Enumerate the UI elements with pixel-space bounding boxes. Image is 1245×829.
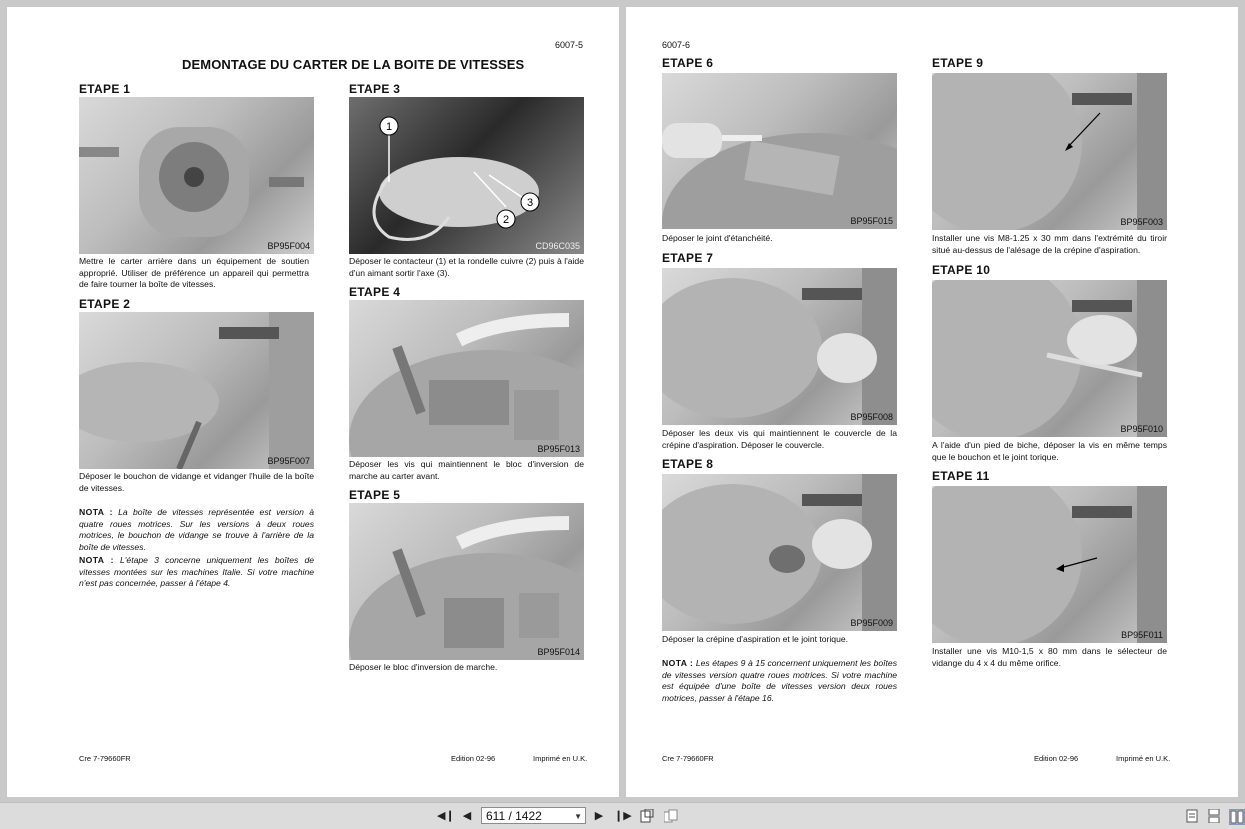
facing-view-icon[interactable] bbox=[1229, 809, 1245, 825]
callout-2: 2 bbox=[502, 214, 510, 226]
photo-code: BP95F013 bbox=[537, 444, 580, 454]
callout-3: 3 bbox=[526, 197, 534, 209]
step-10-text: A l'aide d'un pied de biche, déposer la vis en même temps que le bouchon et le joint torique. bbox=[932, 440, 1167, 462]
footer-ref: Cre 7-79660FR bbox=[662, 754, 714, 763]
step-9-photo bbox=[932, 73, 1167, 230]
photo-code: BP95F014 bbox=[537, 647, 580, 657]
step-1-text: Mettre le carter arrière dans un équipement de soutien approprié. Utiliser de préférence un appareil qui permettra de faire tourner la boîte de vitesses. bbox=[79, 256, 309, 290]
step-2-photo bbox=[79, 312, 314, 469]
last-page-icon[interactable]: ❙▶ bbox=[614, 810, 632, 822]
step-10-photo bbox=[932, 280, 1167, 437]
page-number: 6007-5 bbox=[555, 40, 584, 50]
photo-code: BP95F010 bbox=[1120, 424, 1163, 434]
step-1-heading: ETAPE 1 bbox=[79, 82, 131, 96]
step-11-text: Installer une vis M10-1,5 x 80 mm dans le sélecteur de vidange du 4 x 4 du même orifice. bbox=[932, 646, 1167, 668]
note-1: NOTA : La boîte de vitesses représentée est version à quatre roues motrices. Sur les versions à deux roues motrices, le bouchon de vidange se trouve à l'arrière de la boîte de vitesses. bbox=[79, 507, 314, 552]
step-3-heading: ETAPE 3 bbox=[349, 82, 401, 96]
step-8-photo bbox=[662, 474, 897, 631]
photo-code: BP95F011 bbox=[1121, 630, 1163, 640]
continuous-view-icon[interactable] bbox=[1207, 809, 1221, 823]
step-6-photo bbox=[662, 73, 897, 229]
step-11-heading: ETAPE 11 bbox=[932, 469, 990, 483]
step-2-heading: ETAPE 2 bbox=[79, 297, 131, 311]
note-2: NOTA : L'étape 3 concerne uniquement les boîtes de vitesses montées sur les machines Italie. Si votre machine n'est pas concernée, passer à l'étape 4. bbox=[79, 555, 314, 589]
page-number-select[interactable]: 611 / 1422 ▼ bbox=[481, 807, 586, 824]
step-5-text: Déposer le bloc d'inversion de marche. bbox=[349, 662, 498, 672]
callout-1: 1 bbox=[385, 121, 393, 133]
page-number: 6007-6 bbox=[662, 40, 691, 50]
step-6-heading: ETAPE 6 bbox=[662, 56, 714, 70]
step-1-photo bbox=[79, 97, 314, 254]
step-8-text: Déposer la crépine d'aspiration et le joint torique. bbox=[662, 634, 849, 644]
step-7-photo bbox=[662, 268, 897, 425]
photo-code: BP95F003 bbox=[1120, 217, 1163, 227]
left-page bbox=[7, 7, 619, 797]
photo-code: BP95F009 bbox=[850, 618, 893, 628]
step-3-photo bbox=[349, 97, 584, 254]
single-page-view-icon[interactable] bbox=[1185, 809, 1199, 823]
viewer-toolbar bbox=[0, 802, 1245, 829]
footer-ref: Cre 7-79660FR bbox=[79, 754, 131, 763]
footer-edition: Edition 02-96 bbox=[1034, 754, 1079, 763]
step-3-text: Déposer le contacteur (1) et la rondelle cuivre (2) puis à l'aide d'un aimant sortir l'axe (3). bbox=[349, 256, 584, 278]
page-title: DEMONTAGE DU CARTER DE LA BOITE DE VITESSES bbox=[182, 57, 525, 72]
note: NOTA : Les étapes 9 à 15 concernent uniquement les boîtes de vitesses version quatre roues motrices. Si votre machine est équipée d'une boîte de vitesses version deux roues motrices, passer à l'étape 16. bbox=[662, 658, 897, 703]
step-6-text: Déposer le joint d'étanchéité. bbox=[662, 233, 773, 243]
first-page-icon[interactable]: ◀❙ bbox=[437, 810, 455, 822]
step-7-heading: ETAPE 7 bbox=[662, 251, 714, 265]
two-page-icon[interactable] bbox=[664, 809, 678, 823]
photo-code: CD96C035 bbox=[535, 241, 580, 251]
photo-code: BP95F008 bbox=[850, 412, 893, 422]
step-10-heading: ETAPE 10 bbox=[932, 263, 991, 277]
photo-code: BP95F015 bbox=[850, 216, 893, 226]
footer-edition: Edition 02-96 bbox=[451, 754, 496, 763]
photo-code: BP95F004 bbox=[267, 241, 310, 251]
step-9-text: Installer une vis M8-1.25 x 30 mm dans l'extrémité du tiroir situé au-dessus de l'alésage de la crépine d'aspiration. bbox=[932, 233, 1167, 255]
right-page bbox=[626, 7, 1238, 797]
next-page-icon[interactable]: ▶ bbox=[594, 810, 604, 822]
fit-page-icon[interactable] bbox=[640, 809, 654, 823]
photo-code: BP95F007 bbox=[267, 456, 310, 466]
step-11-photo bbox=[932, 486, 1167, 643]
footer-printed: Imprimé en U.K. bbox=[1116, 754, 1171, 763]
step-4-text: Déposer les vis qui maintiennent le bloc d'inversion de marche au carter avant. bbox=[349, 459, 584, 481]
step-9-heading: ETAPE 9 bbox=[932, 56, 984, 70]
step-7-text: Déposer les deux vis qui maintiennent le couvercle de la crépine d'aspiration. Déposer le couvercle. bbox=[662, 428, 897, 450]
footer-printed: Imprimé en U.K. bbox=[533, 754, 588, 763]
step-4-heading: ETAPE 4 bbox=[349, 285, 401, 299]
step-2-text: Déposer le bouchon de vidange et vidanger l'huile de la boîte de vitesses. bbox=[79, 471, 314, 493]
step-4-photo bbox=[349, 300, 584, 457]
prev-page-icon[interactable]: ◀ bbox=[462, 810, 472, 822]
step-5-heading: ETAPE 5 bbox=[349, 488, 401, 502]
chevron-down-icon: ▼ bbox=[574, 812, 582, 821]
step-8-heading: ETAPE 8 bbox=[662, 457, 714, 471]
step-5-photo bbox=[349, 503, 584, 660]
